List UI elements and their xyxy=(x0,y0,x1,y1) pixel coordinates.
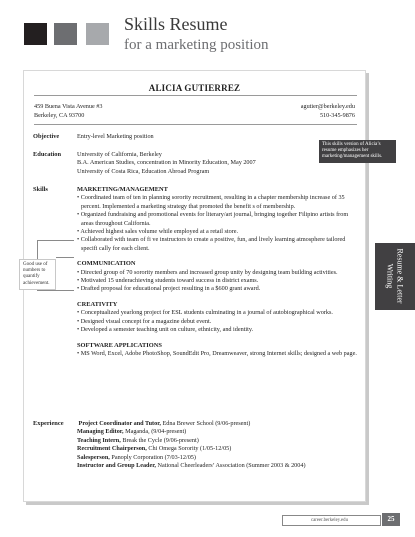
dark-square-decoration xyxy=(24,23,47,45)
address-line-1: 459 Buena Vista Avenue #3 xyxy=(34,103,103,110)
section-side-tab xyxy=(375,243,415,310)
resume-name: ALICIA GUTIERREZ xyxy=(148,83,241,93)
skill-bullet: • Motivated 15 underachieving students toward success in district exams. xyxy=(77,277,259,285)
skill-bullet: • MS Word, Excel, Adobe PhotoShop, SoundEdit Pro, Dreamweaver, strong Internet skills; designed a web page. xyxy=(77,349,357,357)
address-line-2: Berkeley, CA 93700 xyxy=(34,112,85,119)
contact-rule xyxy=(34,124,357,125)
mid-square-decoration xyxy=(54,23,77,45)
experience-role: Teaching Intern, xyxy=(77,436,121,444)
skill-heading: SOFTWARE APPLICATIONS xyxy=(77,341,162,349)
skills-block xyxy=(77,186,359,358)
email: agutier@berkeley.edu xyxy=(300,103,355,110)
skills-version-callout: This skills version of Alicia’s resume emphasizes her marketing/management skills. xyxy=(319,140,396,163)
skill-bullet: • Collaborated with team of fi ve instructors to create a positive, fun, and lively learning atmosphere tailored specifi cally for each client. xyxy=(77,236,346,252)
objective-label: Objective xyxy=(33,133,60,140)
numbers-callout: Good use of numbers to quantify achievement. xyxy=(19,259,56,290)
experience-item xyxy=(77,437,362,445)
skill-bullet: • Conceptualized yearlong project for ESL students culminating in a journal of autobiographical works. xyxy=(77,309,333,317)
footer-url: career.berkeley.edu xyxy=(282,515,381,526)
page-number: 25 xyxy=(382,513,400,526)
skill-list xyxy=(77,269,359,294)
resume-sheet xyxy=(23,70,366,502)
experience-role: Project Coordinator and Tutor, xyxy=(78,420,161,427)
objective-text: Entry-level Marketing position xyxy=(77,133,154,140)
skill-bullet: • Coordinated team of ten in planning sorority recruitment, resulting in a chapter membership increase of 35 percent. Implemented a marketing strategy that promoted the benefit s of membership. xyxy=(77,194,345,210)
skill-bullet: • Organized fundraising and promotional events for literary/art journal, bringing together Filipino artists from areas throughout California. xyxy=(77,211,349,227)
contact-info xyxy=(301,102,355,120)
education-label: Education xyxy=(33,151,62,158)
education-line: University of Costa Rica, Education Abroad Program xyxy=(77,167,210,175)
education-line: University of California, Berkeley xyxy=(77,151,162,158)
callout-leader-line xyxy=(56,257,74,258)
phone: 510-345-9876 xyxy=(319,112,355,119)
experience-item xyxy=(77,445,362,453)
skill-heading: MARKETING/MANAGEMENT xyxy=(77,186,168,193)
experience-org: Chi Omega Sorority (1/05-12/05) xyxy=(146,445,232,453)
skill-bullet: • Directed group of 70 sorority members and increased group unity by designing team building activities. xyxy=(77,268,338,276)
skill-heading: CREATIVITY xyxy=(77,300,118,308)
experience-role: Salesperson, xyxy=(77,453,110,461)
experience-item xyxy=(77,462,362,470)
skill-bullet: • Designed visual concept for a magazine debut event. xyxy=(77,317,212,325)
experience-item xyxy=(77,454,362,462)
skill-list xyxy=(77,350,359,358)
skill-heading: COMMUNICATION xyxy=(77,260,136,268)
page-subtitle: for a marketing position xyxy=(124,37,269,53)
experience-block xyxy=(77,420,362,470)
side-tab-line-1: Resume & Letter xyxy=(395,248,405,304)
skill-bullet: • Drafted proposal for educational project resulting in a $600 grant award. xyxy=(77,285,261,293)
experience-org: Maganda, (9/04-present) xyxy=(123,428,187,436)
skill-bullet: • Developed a semester teaching unit on culture, ethnicity, and identity. xyxy=(77,326,254,334)
education-block xyxy=(77,151,359,176)
experience-role: Recruitment Chairperson, xyxy=(77,445,147,453)
experience-item xyxy=(77,420,362,428)
page-title: Skills Resume xyxy=(124,14,228,34)
side-tab-label xyxy=(386,248,405,303)
experience-role: Managing Editor, xyxy=(77,428,124,436)
experience-org: Edna Brewer School (9/06-present) xyxy=(160,420,251,427)
contact-address xyxy=(34,102,102,120)
experience-org: National Cheerleaders’ Association (Summer 2003 & 2004) xyxy=(155,462,306,470)
light-square-decoration xyxy=(86,23,109,45)
name-rule xyxy=(34,95,357,96)
skill-bullet: • Achieved highest sales volume while employed at a retail store. xyxy=(77,228,239,236)
education-line: B.A. American Studies, concentration in Minority Education, May 2007 xyxy=(77,159,256,167)
experience-org: Break the Cycle (9/06-present) xyxy=(120,436,199,444)
skills-label: Skills xyxy=(33,186,48,193)
skill-list xyxy=(77,194,359,253)
experience-role: Instructor and Group Leader, xyxy=(77,462,156,470)
experience-org: Panoply Corporation (7/03-12/05) xyxy=(109,453,196,461)
experience-item xyxy=(77,428,362,436)
experience-label: Experience xyxy=(33,420,64,427)
skill-list xyxy=(77,309,359,334)
side-tab-line-2: Writing xyxy=(386,263,395,289)
